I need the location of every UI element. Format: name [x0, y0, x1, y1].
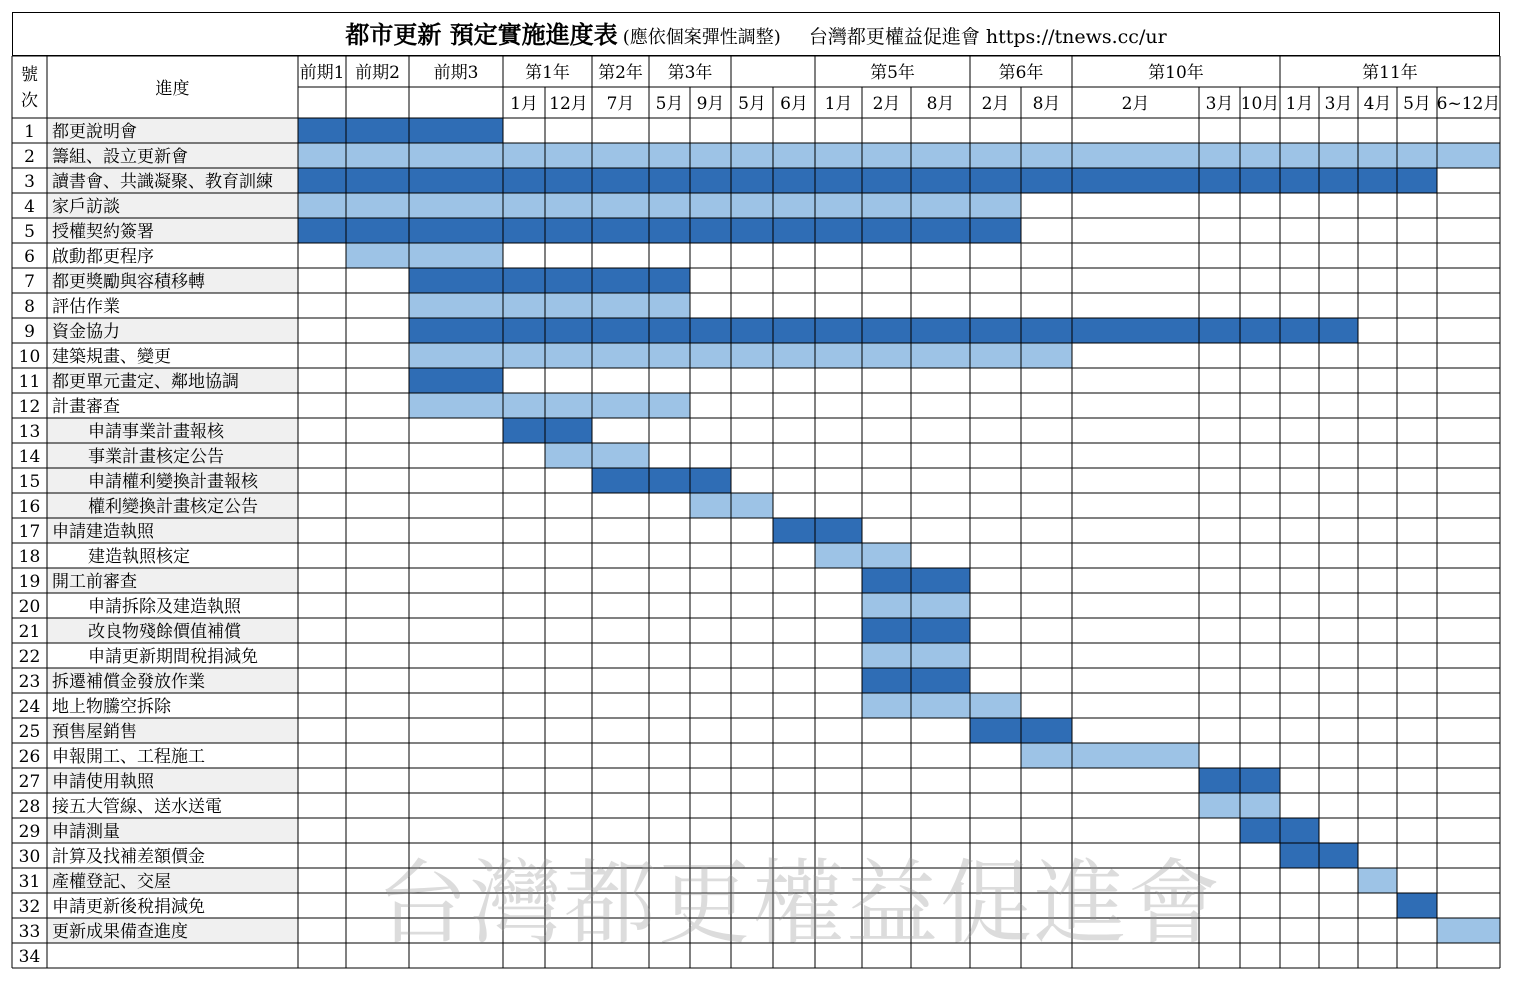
gantt-bar-33: [1437, 918, 1500, 943]
header-no-label: 號: [21, 65, 38, 85]
task-name: 申請建造執照: [52, 522, 154, 542]
gantt-bar-3: [298, 168, 1437, 193]
task-name: 地上物騰空拆除: [52, 697, 171, 717]
task-number: 7: [24, 272, 35, 292]
task-name: 家戶訪談: [52, 197, 120, 217]
gantt-bar-15: [592, 468, 731, 493]
task-number: 10: [18, 347, 41, 367]
organization-label: 台灣都更權益促進會 https://tnews.cc/ur: [808, 26, 1167, 48]
header-month-label: 9月: [696, 94, 725, 114]
task-name: 改良物殘餘價值補償: [88, 622, 241, 642]
header-month-label: 2月: [872, 94, 901, 114]
task-name: 更新成果備查進度: [52, 922, 188, 942]
chart-subtitle: (應依個案彈性調整): [622, 27, 781, 48]
header-month-label: 5月: [1403, 94, 1431, 114]
task-number: 32: [18, 897, 41, 917]
task-name: 資金協力: [52, 322, 120, 342]
task-number: 19: [18, 572, 41, 592]
header-period-label: 第3年: [667, 63, 713, 83]
gantt-bar-11: [409, 368, 503, 393]
task-number: 20: [18, 597, 41, 617]
task-number: 30: [18, 847, 41, 867]
gantt-bar-24: [862, 693, 1021, 718]
header-period-label: 前期1: [299, 63, 345, 83]
task-number: 16: [18, 497, 41, 517]
task-number: 11: [18, 372, 41, 392]
gantt-bar-22: [862, 643, 970, 668]
gantt-bar-20: [862, 593, 970, 618]
header-period-label: 第10年: [1148, 63, 1204, 83]
task-name: 啟動都更程序: [52, 247, 154, 267]
task-number: 27: [18, 772, 41, 792]
chart-title: 都市更新 預定實施進度表: [345, 20, 618, 49]
task-name: 都更獎勵與容積移轉: [52, 272, 205, 292]
gantt-bar-17: [773, 518, 862, 543]
gantt-bar-23: [862, 668, 970, 693]
task-number: 1: [24, 122, 35, 142]
header-progress-label: 進度: [155, 79, 190, 99]
gantt-bar-14: [545, 443, 649, 468]
header-month-label: 2月: [981, 94, 1010, 114]
task-number: 8: [24, 297, 35, 317]
gantt-bar-2: [298, 143, 1500, 168]
task-name: 申請拆除及建造執照: [88, 597, 241, 617]
task-name: 開工前審查: [52, 572, 137, 592]
watermark-text: 台灣都更權益促進會: [376, 850, 1223, 957]
gantt-bar-13: [503, 418, 592, 443]
task-number: 3: [24, 172, 35, 192]
task-number: 23: [18, 672, 41, 692]
task-number: 13: [18, 422, 41, 442]
task-name: 建築規畫、變更: [52, 347, 171, 367]
task-name: 預售屋銷售: [52, 722, 137, 742]
gantt-bar-4: [298, 193, 1021, 218]
task-number: 15: [18, 472, 41, 492]
gantt-bar-31: [1358, 868, 1397, 893]
header-month-label: 8月: [926, 94, 955, 114]
header-month-label: 6月: [780, 94, 808, 114]
task-number: 21: [18, 622, 41, 642]
task-number: 24: [18, 697, 41, 717]
task-number: 4: [24, 197, 35, 217]
header-period-label: 第2年: [598, 63, 643, 83]
task-number: 5: [24, 222, 35, 242]
task-number: 25: [18, 722, 41, 742]
task-number: 2: [24, 147, 35, 167]
gantt-bar-21: [862, 618, 970, 643]
task-number: 22: [18, 647, 41, 667]
task-number: 28: [18, 797, 41, 817]
task-number: 34: [18, 947, 41, 967]
task-name: 申請更新期間稅捐減免: [88, 647, 258, 667]
task-name: 讀書會、共識凝聚、教育訓練: [52, 172, 273, 192]
header-month-label: 1月: [1285, 94, 1314, 114]
task-number: 18: [18, 547, 41, 567]
header-period-label: 前期3: [433, 63, 479, 83]
header-month-label: 7月: [606, 94, 635, 114]
header-month-label: 12月: [549, 94, 588, 114]
header-month-label: 3月: [1205, 94, 1234, 114]
gantt-bar-9: [409, 318, 1358, 343]
header-month-label: 1月: [824, 94, 853, 114]
task-name: 拆遷補償金發放作業: [52, 672, 205, 692]
header-no-label: 次: [21, 91, 38, 111]
task-number: 31: [18, 872, 41, 892]
task-number: 33: [18, 922, 41, 942]
gantt-bar-32: [1397, 893, 1437, 918]
header-month-label: 3月: [1324, 94, 1353, 114]
header-period-label: 前期2: [355, 63, 400, 83]
task-name: 都更說明會: [52, 122, 137, 142]
task-number: 6: [24, 247, 35, 267]
task-name: 申報開工、工程施工: [52, 747, 205, 767]
task-number: 9: [24, 322, 35, 342]
header-month-label: 10月: [1240, 94, 1280, 114]
header-month-label: 5月: [738, 94, 766, 114]
gantt-bar-6: [346, 243, 503, 268]
task-name: 計畫審查: [52, 397, 120, 417]
header-month-label: 2月: [1121, 94, 1150, 114]
gantt-bar-8: [409, 293, 690, 318]
task-name: 都更單元畫定、鄰地協調: [52, 372, 239, 392]
header-period-label: 第1年: [525, 63, 570, 83]
task-name: 申請使用執照: [52, 772, 154, 792]
task-name: 申請權利變換計畫報核: [88, 472, 258, 492]
task-number: 29: [18, 822, 41, 842]
task-name: 申請測量: [52, 822, 120, 842]
header-month-label: 4月: [1363, 94, 1392, 114]
task-number: 14: [18, 447, 41, 467]
task-name: 建造執照核定: [88, 547, 190, 567]
task-name: 產權登記、交屋: [52, 872, 171, 892]
task-name: 申請事業計畫報核: [88, 422, 224, 442]
header-month-label: 8月: [1032, 94, 1061, 114]
gantt-bar-5: [298, 218, 1021, 243]
task-name: 權利變換計畫核定公告: [88, 497, 258, 517]
task-name: 計算及找補差額價金: [52, 847, 205, 867]
header-month-label: 1月: [510, 94, 538, 114]
gantt-bar-18: [815, 543, 911, 568]
task-name: 評估作業: [52, 297, 120, 317]
task-name: 籌組、設立更新會: [52, 147, 188, 167]
task-name: 事業計畫核定公告: [88, 447, 224, 467]
task-name: 授權契約簽署: [52, 222, 154, 242]
gantt-bar-10: [409, 343, 1072, 368]
gantt-bar-7: [409, 268, 690, 293]
gantt-bar-26: [1021, 743, 1199, 768]
header-period-label: 第11年: [1362, 63, 1418, 83]
task-number: 26: [18, 747, 41, 767]
gantt-bar-19: [862, 568, 970, 593]
task-number: 17: [18, 522, 41, 542]
gantt-bar-1: [298, 118, 503, 143]
header-month-label: 5月: [655, 94, 684, 114]
gantt-bar-12: [409, 393, 690, 418]
header-period-label: 第6年: [998, 63, 1044, 83]
header-month-label: 6~12月: [1436, 94, 1501, 114]
task-number: 12: [18, 397, 41, 417]
header-period-label: 第5年: [870, 63, 915, 83]
task-name: 申請更新後稅捐減免: [52, 897, 205, 917]
task-name: 接五大管線、送水送電: [52, 797, 222, 817]
